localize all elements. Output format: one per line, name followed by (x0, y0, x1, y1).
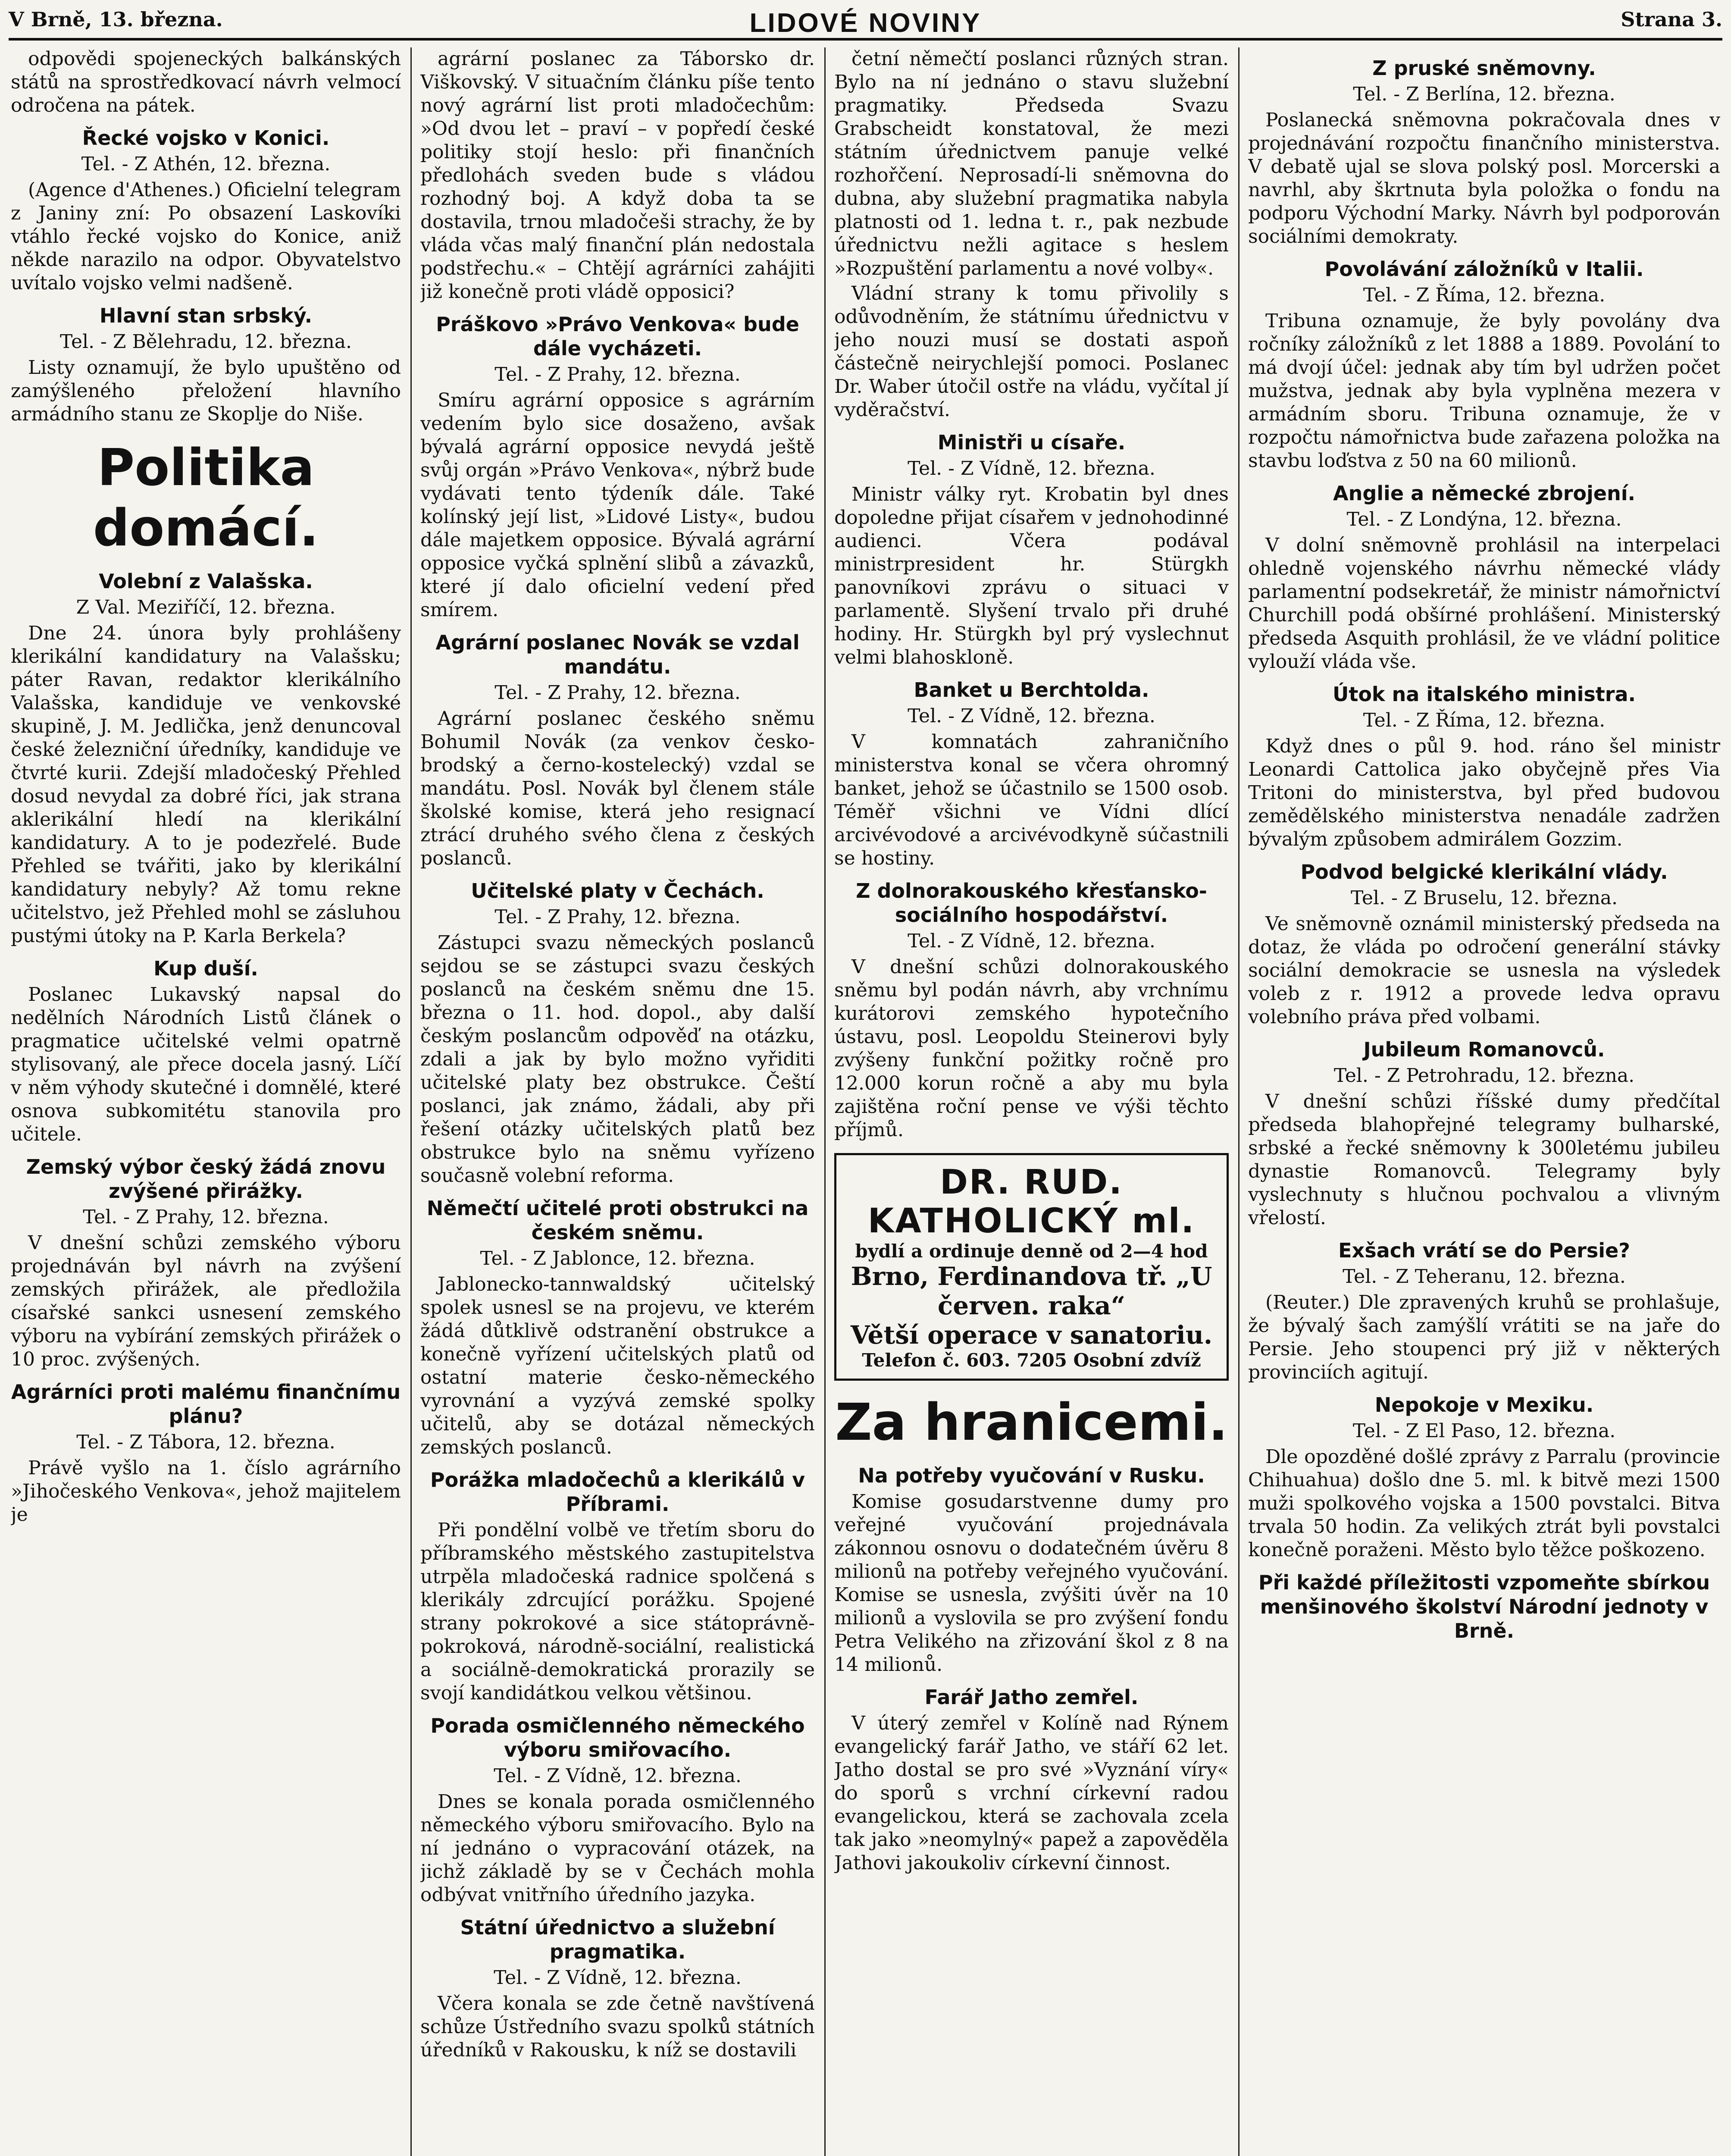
column-3 (834, 47, 1229, 2156)
dateline: Tel. - Z Petrohradu, 12. března. (1333, 1065, 1635, 1087)
article-text: Poslanec Lukavský napsal do nedělních Národních Listů článek o pragmatice učitelské velmi opatrně stylisovaný, ale přece docela jasný. Líčí v něm výhody skutečné i domnělé, které osnova subkomitétu stanovila pro učitele. (11, 984, 401, 1145)
column-divider (1238, 47, 1240, 2156)
article-text: Dne 24. února byly prohlášeny klerikální kandidatury na Valašsku; páter Ravan, redaktor klerikálního Valašska, kandiduje ve venkovské skupině, J. M. Jedlička, jenž denuncoval české železniční úředníky, kandiduje ve čtvrté kurii. Zdejší mladočeský Přehled dosud nevydal za dobré říci, jak strana aklerikální hledí na klerikální kandidatury. A to je podezřelé. Bude Přehled se tvářiti, jako by klerikální kandidatury nebyly? Až tomu rekne učitelstvo, jež Přehled mohl se zásluhou pustými útoky na P. Karla Berkela? (11, 622, 401, 947)
article-text: Listy oznamují, že bylo upuštěno od zamýšleného přeložení hlavního armádního stanu ze Skoplje do Niše. (11, 357, 401, 425)
dateline: Tel. - Z Prahy, 12. března. (495, 906, 741, 928)
dateline: Tel. - Z Vídně, 12. března. (908, 705, 1155, 727)
article-text: Smíru agrární opposice s agrárním vedením bylo sice dosaženo, avšak bývalá agrární opposice nevydá ještě svůj orgán »Právo Venkova«, nýbrž bude vydávati tento týdeník dále. Také kolínský její list, »Lidové Listy«, budou dále majetkem opposice. Bývalá agrární opposice vyčká splnění slibů a závazků, které jí dalo oficielní vedení před smírem. (420, 389, 815, 621)
headline: Na potřeby vyučování v Rusku. (858, 1464, 1205, 1487)
headline: Porážka mladočechů a klerikálů v Příbrami. (430, 1468, 805, 1516)
ad-name: DR. RUD. KATHOLICKÝ ml. (867, 1163, 1196, 1241)
headline: Státní úřednictvo a služební pragmatika. (460, 1916, 775, 1963)
dateline: Tel. - Z Londýna, 12. března. (1346, 508, 1622, 530)
headline: Volební z Valašska. (99, 570, 313, 593)
article-text: Jablonecko-tannwaldský učitelský spolek usnesl se na projevu, ve kterém žádá důtklivě odstranění obstrukce a konečně vyřízení učitelských platů od ostatní materie česko-německého vyrovnání a vyzývá zemské spolky učitelů, aby se dotázal německých zemských poslanců. (420, 1273, 815, 1458)
headline: Exšach vrátí se do Persie? (1338, 1239, 1630, 1262)
dateline: Tel. - Z Prahy, 12. března. (495, 682, 741, 704)
column-1 (11, 47, 401, 2156)
advertisement (834, 1153, 1229, 1381)
article-text: Při pondělní volbě ve třetím sboru do příbramského městského zastupitelstva utrpěla mladočeská radnice spolčená s klerikály zdrcující porážku. Spojené strany pokrokové a sice státoprávně-pokroková, národně-sociální, realistická a sociálně-demokratická prorazily se svojí kandidátkou velkou většinou. (420, 1519, 815, 1704)
headline: Němečtí učitelé proti obstrukci na českém sněmu. (426, 1197, 809, 1244)
article-text: agrární poslanec za Táborsko dr. Viškovský. V situačním článku píše tento nový agrární list proti mladočechům: »Od dvou let – praví – v popředí české politiky stojí heslo: při finančních předlohách sveden bude s vládou rozhodný boj. A když doba ta se dostavila, trnou mladočeši strachy, že by vláda včas malý finanční plán nedostala podstřechu.« – Chtějí agrárníci zahájiti již konečně proti vládě opposici? (420, 48, 815, 303)
article-text: odpovědi spojeneckých balkánských států na sprostředkovací návrh velmocí odročena na pátek. (11, 48, 401, 116)
dateline: Z Val. Meziříčí, 12. března. (76, 596, 336, 618)
headline: Agrárníci proti malému finančnímu plánu? (11, 1380, 401, 1428)
dateline: Tel. - Z El Paso, 12. března. (1352, 1420, 1616, 1442)
headline: Z dolnorakouského křesťansko-sociálního hospodářství. (856, 879, 1207, 927)
headline: Povolávání záložníků v Italii. (1324, 257, 1644, 281)
dateline: Tel. - Z Prahy, 12. března. (495, 364, 741, 385)
page-header (9, 8, 1722, 38)
article-text: Vládní strany k tomu přivolily s odůvodněním, že státnímu úřednictvu v jeho nouzi musí se dostati aspoň částečně neirychlejší pomoci. Poslanec Dr. Waber útočil ostře na vládu, vyčítal jí vyděračství. (834, 282, 1229, 421)
article-text: Právě vyšlo na 1. číslo agrárního »Jihočeského Venkova«, jehož majitelem je (11, 1457, 401, 1526)
dateline: Tel. - Z Prahy, 12. března. (83, 1206, 329, 1228)
article-text: Když dnes o půl 9. hod. ráno šel ministr Leonardi Cattolica jako obyčejně přes Via Tritoni do ministerstva, byl před budovou zemědělského ministerstva nenadále zadržen bývalým způsobem admirálem Gozzim. (1248, 735, 1720, 850)
dateline: Tel. - Z Bělehradu, 12. března. (60, 331, 352, 353)
headline: Ministři u císaře. (937, 431, 1126, 454)
article-text: (Agence d'Athenes.) Oficielní telegram z Janiny zní: Po obsazení Laskovíki vtáhlo řecké vojsko do Konice, aniž někde narazilo na odpor. Obyvatelstvo uvítalo vojsko velmi nadšeně. (11, 179, 401, 294)
headline: Řecké vojsko v Konici. (82, 126, 330, 150)
ad-hours: bydlí a ordinuje denně od 2—4 hod (855, 1241, 1208, 1262)
article-text: Tribuna oznamuje, že byly povolány dva ročníky záložníků z let 1888 a 1889. Povolání to má dvojí účel: jednak aby tím byl udržen počet mužstva, jednak aby byla vyplněna mezera v armádním sboru. Tribuna oznamuje, že v rozpočtu námořnictva bude zařazena položka na stavbu loďstva z 50 na 60 milionů. (1248, 310, 1720, 472)
column-4 (1248, 47, 1720, 2156)
dateline: Tel. - Z Říma, 12. března. (1363, 709, 1606, 731)
article-text: V úterý zemřel v Kolíně nad Rýnem evangelický farář Jatho, ve stáří 62 let. Jatho dostal se pro své »Vyznání víry« do sporů s vrchní církevní radou evangelickou, která se zachovala zcela tak jako »neomylný« papež a zapověděla Jathovi jakoukoliv církevní činnost. (834, 1712, 1229, 1874)
headline: Útok na italského ministra. (1332, 683, 1636, 706)
headline: Podvod belgické klerikální vlády. (1300, 860, 1668, 884)
footer-notice: Při každé příležitosti vzpomeňte sbírkou menšinového školství Národní jednoty v Brně. (1258, 1571, 1710, 1642)
dateline: Tel. - Z Vídně, 12. března. (494, 1967, 742, 1989)
headline: Banket u Berchtolda. (914, 678, 1149, 702)
headline: Z pruské sněmovny. (1372, 56, 1596, 80)
headline: Farář Jatho zemřel. (924, 1686, 1139, 1709)
dateline: Tel. - Z Říma, 12. března. (1363, 284, 1606, 306)
article-text: Dle opozděné došlé zprávy z Parralu (provincie Chihuahua) došlo dne 5. ml. k bitvě mezi 1500 muži spolkového vojska a 1500 povstalci. Bitva trvala 50 hodin. Za velikých ztrát byli povstalci konečně poraženi. Město bylo těžce poškozeno. (1248, 1446, 1720, 1561)
ad-services: Větší operace v sanatoriu. (850, 1320, 1213, 1350)
headline: Nepokoje v Mexiku. (1374, 1393, 1594, 1416)
dateline: Tel. - Z Teheranu, 12. března. (1343, 1266, 1626, 1288)
dateline: Tel. - Z Jablonce, 12. března. (480, 1247, 755, 1269)
dateline: Tel. - Z Athén, 12. března. (81, 153, 331, 175)
article-text: V komnatách zahraničního ministerstva konal se včera ohromný banket, jehož se účastnilo se 1500 osob. Téměř všichni ve Vídni dlící arcivévodové a arcivévodkyně súčastnili se hostiny. (834, 731, 1229, 869)
headline: Anglie a německé zbrojení. (1333, 482, 1635, 505)
section-title: Za hranicemi. (835, 1392, 1228, 1452)
dateline: Tel. - Z Vídně, 12. března. (494, 1765, 742, 1787)
dateline: Tel. - Z Berlína, 12. března. (1353, 83, 1615, 105)
article-text: Poslanecká sněmovna pokračovala dnes v projednávání rozpočtu finančního ministerstva. V debatě ujal se slova polský posl. Morcerski a navrhl, aby škrtnuta byla položka o fondu na podporu Východní Marky. Návrh byl podporován sociálními demokraty. (1248, 109, 1720, 248)
headline: Porada osmičlenného německého výboru smiřovacího. (430, 1714, 805, 1761)
article-text: V dnešní schůzi zemského výboru projednáván byl návrh na zvýšení zemských přirážek, ale předložila císařské sankci usnesení zemského výboru na vybírání zemských přirážek o 10 proc. zvýšených. (11, 1232, 401, 1370)
article-text: četní němečtí poslanci různých stran. Bylo na ní jednáno o stavu služební pragmatiky. Předseda Svazu Grabscheidt konstatoval, že mezi státním úřednictvem panuje velké rozhořčení. Neprosadí-li sněmovna do dubna, aby služební pragmatika nabyla platnosti od 1. ledna t. r., pak nezbude úřednictvu nežli agitace s heslem »Rozpuštění parlamentu a nové volby«. (834, 48, 1229, 279)
article-text: Agrární poslanec českého sněmu Bohumil Novák (za venkov česko-brodský a černo-kostelecký) vzdal se mandátu. Posl. Novák byl členem stále školské komise, která jeho resignací ztrácí druhého svého člena z českých poslanců. (420, 708, 815, 869)
headline: Hlavní stan srbský. (99, 304, 313, 327)
article-text: (Reuter.) Dle zpravených kruhů se prohlašuje, že bývalý šach zamýšlí vrátiti se na jaře do Persie. Jeho stoupenci prý již v některých provinciích agitují. (1248, 1291, 1720, 1383)
article-text: Dnes se konala porada osmičlenného německého výboru smiřovacího. Bylo na ní jednáno o vypracování otázek, na jichž základě by se v Čechách mohla odbývat vnitřního úředního jazyka. (420, 1791, 815, 1906)
article-text: Ministr války ryt. Krobatin byl dnes dopoledne přijat císařem v jednohodinné audienci. Včera podával ministrpresident hr. Stürgkh panovníkovi zprávu o situaci v parlamentě. Slyšení trvalo při druhé hodiny. Hr. Stürgkh byl prý vyslechnut velmi blahoskloně. (834, 483, 1229, 668)
dateline: Tel. - Z Vídně, 12. března. (908, 458, 1155, 479)
dateline: V Brně, 13. března. (9, 8, 223, 31)
dateline: Tel. - Z Bruselu, 12. března. (1350, 887, 1618, 909)
ad-address: Brno, Ferdinandova tř. „U červen. raka“ (851, 1262, 1212, 1320)
article-text: V dnešní schůzi říšské dumy předčítal předseda blahopřejné telegramy bulharské, srbské a řecké sněmovny k 300letému jubileu dynastie Romanovců. Telegramy byly vyslechnuty s hlučnou pochvalou a vlivným vřelostí. (1248, 1091, 1720, 1229)
header-rule (9, 38, 1722, 41)
article-text: Ve sněmovně oznámil ministerský předseda na dotaz, že vláda po odročení generální stávky sociální demokracie se usnesla na výsledek voleb z r. 1912 a provede ledva opravu volebního práva před volbami. (1248, 913, 1720, 1028)
article-text: Zástupci svazu německých poslanců sejdou se se zástupci svazu českých poslanců na českém sněmu dne 15. března o 11. hod. dopol., aby další českým poslancům odpověď na otázku, zdali a jak by bylo možno vyřiditi učitelské platy bez obstrukce. Čeští poslanci, jak známo, žádali, aby při řešení otázky učitelských platů bez obstrukce bylo na sněmu vyřízeno současně volební reforma. (420, 932, 815, 1187)
headline: Učitelské platy v Čechách. (471, 879, 764, 903)
column-divider (410, 47, 412, 2156)
dateline: Tel. - Z Vídně, 12. března. (908, 930, 1155, 952)
headline: Práškovo »Právo Venkova« bude dále vycházeti. (436, 313, 799, 360)
article-text: V dolní sněmovně prohlásil na interpelaci ohledně vojenského návrhu německé vlády parlamentní podsekretář, že ministr námořnictví Churchill podá obšírné prohlášení. Ministerský předseda Asquith prohlásil, že ve vládní politice vylouží vláda vše. (1248, 534, 1720, 673)
section-title: Politika domácí. (93, 438, 319, 558)
article-text: Včera konala se zde četně navštívená schůze Ústředního svazu spolků státních úředníků v Rakousku, k níž se dostavili (420, 1993, 815, 2061)
masthead: LIDOVÉ NOVINY (749, 8, 982, 38)
dateline: Tel. - Z Tábora, 12. března. (76, 1431, 335, 1453)
headline: Kup duší. (153, 957, 258, 980)
column-2 (420, 47, 815, 2156)
page-number: Strana 3. (1621, 8, 1722, 31)
headline: Jubileum Romanovců. (1363, 1038, 1605, 1061)
headline: Agrární poslanec Novák se vzdal mandátu. (435, 631, 800, 678)
article-text: V dnešní schůzi dolnorakouského sněmu byl podán návrh, aby vrchnímu kurátorovi zemského hypotečního ústavu, posl. Leopoldu Steinerovi byly zvýšeny funkční požitky ročně pro 12.000 korun ročně a aby mu byla zajištěna roční pense ve výši těchto příjmů. (834, 956, 1229, 1141)
column-divider (824, 47, 826, 2156)
article-text: Komise gosudarstvenne dumy pro veřejné vyučování projednávala zákonnou osnovu o dodatečném úvěru 8 milionů na potřeby veřejného vyučování. Komise se usnesla, zvýšiti úvěr na 10 milionů a vyslovila se pro zvýšení fondu Petra Velikého na zřizování škol z 8 na 14 milionů. (834, 1491, 1229, 1676)
headline: Zemský výbor český žádá znovu zvýšené přirážky. (26, 1155, 386, 1203)
ad-phone: Telefon č. 603. 7205 Osobní zdvíž (862, 1350, 1201, 1371)
